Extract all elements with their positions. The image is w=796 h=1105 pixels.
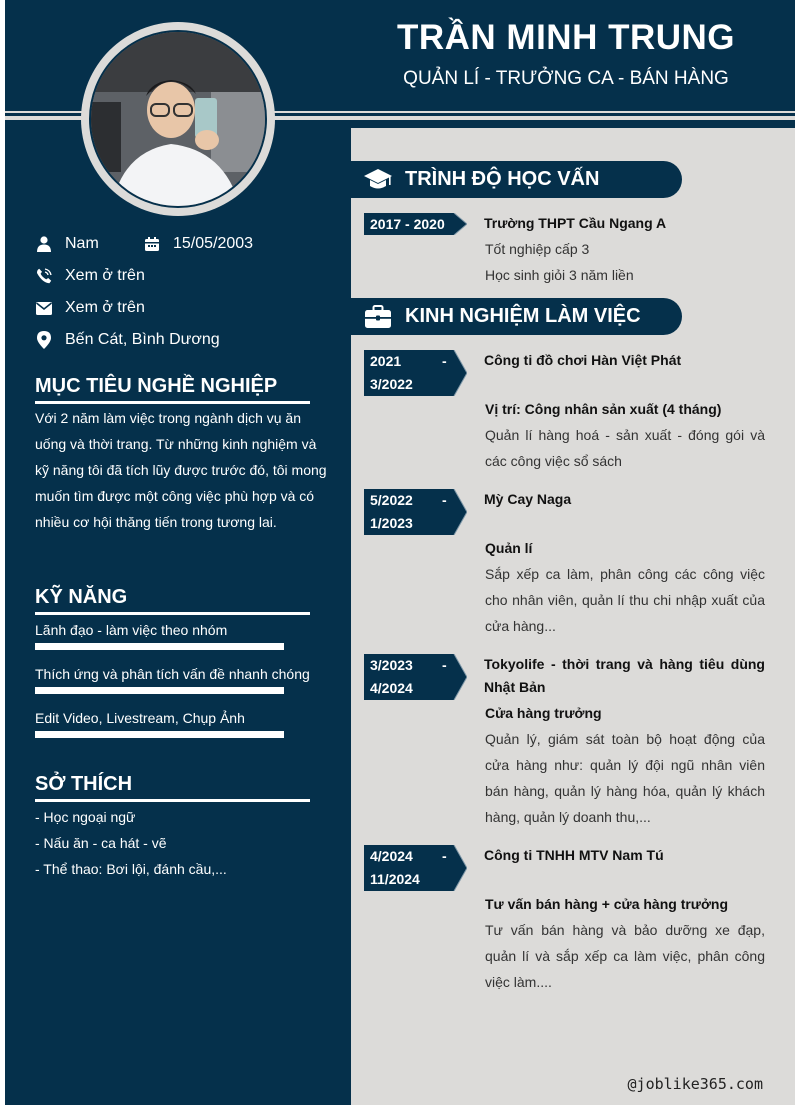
job-position: Quản lí	[485, 540, 533, 556]
objective-title: MỤC TIÊU NGHỀ NGHIỆP	[35, 375, 278, 397]
calendar-icon	[143, 235, 161, 253]
hobby-item: - Nấu ăn - ca hát - vẽ	[35, 835, 167, 851]
period-dash: -	[442, 353, 447, 369]
company-name: Mỳ Cay Naga	[484, 491, 572, 507]
period-start: 4/2024	[370, 848, 413, 864]
skill-label: Lãnh đạo - làm việc theo nhóm	[35, 622, 228, 638]
period-start: 5/2022	[370, 492, 413, 508]
hobby-item: - Học ngoại ngữ	[35, 809, 136, 825]
period-dash: -	[442, 848, 447, 864]
experience-period-tag	[364, 654, 467, 700]
email-value: Xem ở trên	[65, 299, 145, 316]
contact-email	[35, 298, 145, 318]
period-dash: -	[442, 657, 447, 673]
skill-bar	[35, 731, 284, 738]
experience-title: KINH NGHIỆM LÀM VIỆC	[405, 305, 641, 327]
skill-label: Edit Video, Livestream, Chụp Ảnh	[35, 710, 245, 726]
company-name: Tokyolife - thời trang và hàng tiêu dùng Nhật Bản	[484, 656, 765, 695]
period-end: 3/2022	[370, 376, 413, 392]
hobby-item: - Thể thao: Bơi lội, đánh cầu,...	[35, 861, 227, 877]
birthday-value: 15/05/2003	[173, 235, 254, 252]
job-position: Tư vấn bán hàng + cửa hàng trưởng	[485, 896, 729, 912]
location-pin-icon	[35, 331, 53, 349]
period-start: 3/2023	[370, 657, 413, 673]
briefcase-icon	[363, 304, 393, 330]
objective-text: Với 2 năm làm việc trong ngành dịch vụ ăn uống và thời trang. Từ những kinh nghiệm và kỹ năng tôi đã tích lũy được trước đó, tôi mong muốn tìm được một công việc phù hợp và có nhiều cơ hội thăng tiến trong tương lai.	[35, 410, 327, 530]
experience-period-tag	[364, 489, 467, 535]
skill-bar	[35, 687, 284, 694]
contact-address	[35, 330, 220, 350]
skill-label: Thích ứng và phân tích vấn đề nhanh chóng	[35, 666, 310, 682]
person-icon	[35, 235, 53, 253]
skills-underline	[35, 612, 310, 615]
gender-value: Nam	[65, 235, 99, 252]
avatar	[89, 30, 267, 208]
education-banner	[351, 161, 682, 198]
education-title: TRÌNH ĐỘ HỌC VẤN	[405, 168, 600, 190]
job-description: Quản lí hàng hoá - sản xuất - đóng gói và các công việc sổ sách	[485, 427, 765, 469]
hobbies-underline	[35, 799, 310, 802]
phone-icon	[35, 267, 53, 285]
experience-period-tag	[364, 350, 467, 396]
footer-watermark: @joblike365.com	[627, 1075, 763, 1093]
company-name: Công ti đồ chơi Hàn Việt Phát	[484, 352, 682, 368]
period-end: 11/2024	[370, 871, 420, 887]
job-description: Quản lý, giám sát toàn bộ hoạt động của cửa hàng như: quản lý đội ngũ nhân viên bán hàng, quản lý hàng hóa, quản lý khách hàng, quản lý doanh thu,...	[485, 731, 765, 825]
school-name: Trường THPT Cầu Ngang A	[484, 215, 667, 231]
contact-gender	[35, 234, 99, 254]
experience-period-tag	[364, 845, 467, 891]
resume-page	[5, 0, 795, 1105]
candidate-title: QUẢN LÍ - TRƯỞNG CA - BÁN HÀNG	[403, 68, 729, 89]
experience-banner	[351, 298, 682, 335]
job-position: Cửa hàng trưởng	[485, 705, 602, 721]
period-end: 1/2023	[370, 515, 413, 531]
period-dash: -	[442, 492, 447, 508]
education-period: 2017 - 2020	[370, 216, 445, 232]
phone-value: Xem ở trên	[65, 267, 145, 284]
mail-icon	[35, 299, 53, 317]
candidate-name: TRẦN MINH TRUNG	[396, 18, 736, 57]
avatar-frame	[81, 22, 275, 216]
objective-underline	[35, 401, 310, 404]
education-line: Tốt nghiệp cấp 3	[485, 241, 590, 257]
job-position: Vị trí: Công nhân sản xuất (4 tháng)	[485, 401, 722, 417]
company-name: Công ti TNHH MTV Nam Tú	[484, 847, 664, 863]
education-line: Học sinh giỏi 3 năm liền	[485, 267, 634, 283]
period-end: 4/2024	[370, 680, 413, 696]
period-start: 2021	[370, 353, 402, 369]
education-period-tag	[364, 213, 467, 235]
skills-title: KỸ NĂNG	[35, 586, 128, 608]
job-description: Sắp xếp ca làm, phân công các công việc cho nhân viên, quản lí thu chi nhập xuất của cửa hàng...	[485, 566, 765, 634]
hobbies-title: SỞ THÍCH	[35, 773, 133, 795]
graduation-cap-icon	[363, 167, 393, 193]
skill-bar	[35, 643, 284, 650]
contact-birthday	[143, 234, 253, 254]
address-value: Bến Cát, Bình Dương	[65, 331, 220, 348]
job-description: Tư vấn bán hàng và bảo dưỡng xe đạp, quản lí và sắp xếp ca làm việc, phân công việc làm....	[485, 922, 765, 990]
contact-phone	[35, 266, 145, 286]
